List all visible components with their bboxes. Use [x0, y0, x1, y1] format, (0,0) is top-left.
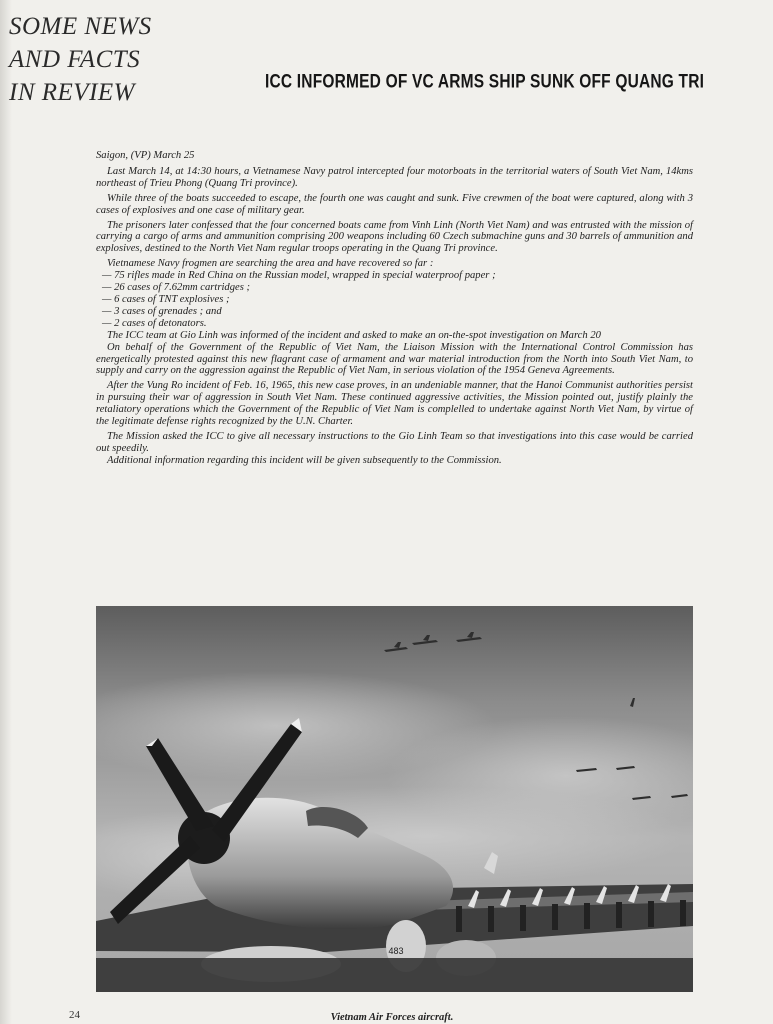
aircraft-photo-illustration: [96, 606, 693, 992]
section-title-line-2: AND FACTS: [9, 46, 141, 73]
section-title-line-3: IN REVIEW: [9, 79, 135, 106]
list-item: — 26 cases of 7.62mm cartridges ;: [102, 282, 251, 294]
article-dateline: Saigon, (VP) March 25: [96, 150, 195, 161]
aircraft-tail-marking: 483: [388, 946, 404, 956]
article-body: [96, 150, 693, 467]
article-paragraph-8: The Mission asked the ICC to give all necessary instructions to the Gio Linh Team so that investigations into this case would be carried out speedily.: [96, 430, 693, 454]
article-headline: ICC INFORMED OF VC ARMS SHIP SUNK OFF QUANG TRI: [265, 71, 705, 93]
article-paragraph-5: The ICC team at Gio Linh was informed of the incident and asked to make an on-the-spot investigation on March 20: [107, 329, 601, 341]
list-item: — 6 cases of TNT explosives ;: [102, 293, 230, 305]
article-paragraph-3: The prisoners later confessed that the four concerned boats came from Vinh Linh (North Viet Nam) and was entrusted with the mission of carrying a cargo of arms and ammunition comprising 200 weapons including 60 Czech submachine guns and 30 barrels of ammunition and explosives, destined to the North Viet Nam regular troops operating in the Quang Tri province.: [96, 219, 693, 255]
page-edge-shadow: [0, 0, 12, 1024]
list-item: — 3 cases of grenades ; and: [102, 305, 222, 317]
list-item: — 2 cases of detonators.: [102, 317, 207, 329]
article-paragraph-9: Additional information regarding this incident will be given subsequently to the Commission.: [107, 454, 502, 466]
ground-shadow: [96, 958, 693, 992]
photo-caption: Vietnam Air Forces aircraft.: [330, 1012, 454, 1023]
article-paragraph-2: While three of the boats succeeded to escape, the fourth one was caught and sunk. Five crewmen of the boat were captured, along with 3 cases of explosives and one case of military gear.: [96, 192, 693, 216]
page-number: 24: [69, 1009, 80, 1021]
aircraft-photo: [96, 606, 693, 992]
article-paragraph-4: Vietnamese Navy frogmen are searching the area and have recovered so far :: [107, 258, 434, 270]
section-title-line-1: SOME NEWS: [9, 13, 152, 40]
list-item: — 75 rifles made in Red China on the Russian model, wrapped in special waterproof paper ;: [102, 270, 496, 282]
article-paragraph-7: After the Vung Ro incident of Feb. 16, 1965, this new case proves, in an undeniable manner, that the Hanoi Communist authorities persist in pursuing their war of aggression in South Viet Nam. These continued aggressive activities, the Mission pointed out, justify plainly the retaliatory operations which the Government of the Republic of Viet Nam is complelled to undertake against North Viet Nam, by virtue of the legitimate defense rights recognized by the U.N. Charter.: [96, 380, 693, 428]
recovered-items-list: [102, 270, 693, 330]
article-paragraph-1: Last March 14, at 14:30 hours, a Vietnamese Navy patrol intercepted four motorboats in the territorial waters of South Viet Nam, 14kms northeast of Trieu Phong (Quang Tri province).: [96, 165, 693, 189]
article-paragraph-6: On behalf of the Government of the Republic of Viet Nam, the Liaison Mission with the International Control Commission has energetically protested against this new flagrant case of armament and war material introduction from the North into South Viet Nam, to supply and carry on the aggression against the Republic of Viet Nam, in serious violation of the 1954 Geneva Agreements.: [96, 341, 693, 377]
section-title: [9, 10, 209, 109]
